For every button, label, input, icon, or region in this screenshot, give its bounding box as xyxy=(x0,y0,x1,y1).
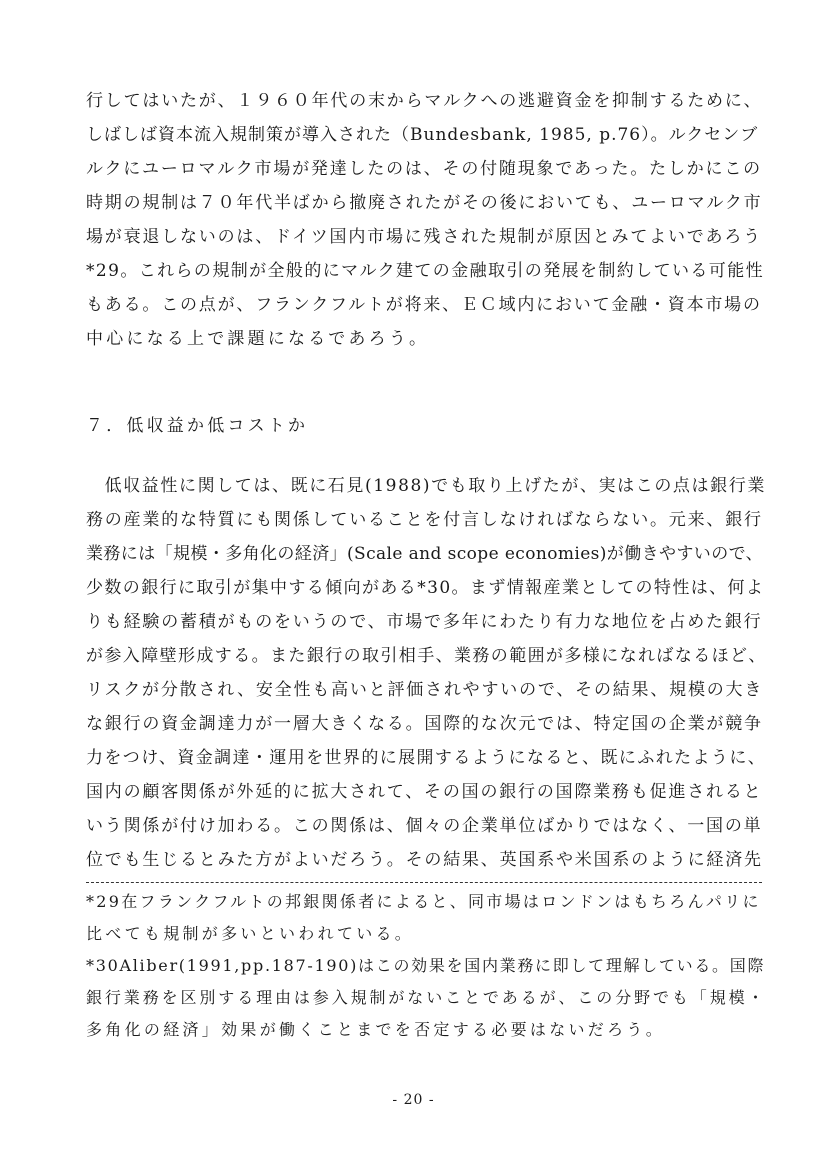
body-line: 務の産業的な特質にも関係していることを付言しなければならない。元来、銀行 xyxy=(86,510,763,530)
body-line: 業務には「規模・多角化の経済」(Scale and scope economies)が働きやすいので、 xyxy=(86,544,764,564)
section-heading: ７．低収益か低コストか xyxy=(86,416,309,436)
body-line: が参入障壁形成する。また銀行の取引相手、業務の範囲が多様になればなるほど、 xyxy=(86,646,767,666)
body-line: 場が衰退しないのは、ドイツ国内市場に残された規制が原因とみてよいであろう xyxy=(86,227,762,247)
body-line: 時期の規制は７０年代半ばから撤廃されたがその後においても、ユーロマルク市 xyxy=(86,193,763,213)
footnote-line: *29在フランクフルトの邦銀関係者によると、同市場はロンドンはもちろんパリに xyxy=(86,892,761,911)
body-line: いう関係が付け加わる。この関係は、個々の企業単位ばかりではなく、一国の単 xyxy=(86,816,763,836)
page-number: - 20 - xyxy=(392,1092,435,1108)
body-line: 中心になる上で課題になるであろう。 xyxy=(86,329,430,349)
body-line: ルクにユーロマルク市場が発達したのは、その付随現象であった。たしかにこの xyxy=(86,159,762,179)
body-line: リスクが分散され、安全性も高いと評価されやすいので、その結果、規模の大き xyxy=(86,680,764,700)
body-line: な銀行の資金調達力が一層大きくなる。国際的な次元では、特定国の企業が競争 xyxy=(86,714,763,734)
body-line: しばしば資本流入規制策が導入された（Bundesbank, 1985, p.76）。ルクセンブ xyxy=(86,125,759,145)
footnote-line: 比べても規制が多いといわれている。 xyxy=(86,924,415,943)
body-line: 行してはいたが、１９６０年代の末からマルクへの逃避資金を抑制するために、 xyxy=(86,91,763,111)
body-line: 低収益性に関しては、既に石見(1988)でも取り上げたが、実はこの点は銀行業 xyxy=(86,476,766,496)
body-line: もある。この点が、フランクフルトが将来、ＥＣ域内において金融・資本市場の xyxy=(86,295,762,315)
footnote-line: *30Aliber(1991,pp.187-190)はこの効果を国内業務に即して理解している。国際 xyxy=(86,956,766,975)
footnote-line: 銀行業務を区別する理由は参入規制がないことであるが、この分野でも「規模・ xyxy=(86,988,767,1007)
body-line: 国内の顧客関係が外延的に拡大されて、その国の銀行の国際業務も促進されると xyxy=(86,782,763,802)
body-line: 力をつけ、資金調達・運用を世界的に展開するようになると、既にふれたように、 xyxy=(86,748,767,768)
body-line: 位でも生じるとみた方がよいだろう。その結果、英国系や米国系のように経済先 xyxy=(86,850,763,870)
body-line: りも経験の蓄積がものをいうので、市場で多年にわたり有力な地位を占めた銀行 xyxy=(86,612,763,632)
footnote-line: 多角化の経済」効果が働くことまでを否定する必要はないだろう。 xyxy=(86,1020,666,1039)
body-line: *29。これらの規制が全般的にマルク建ての金融取引の発展を制約している可能性 xyxy=(86,261,764,281)
footnote-separator xyxy=(86,882,762,883)
body-line: 少数の銀行に取引が集中する傾向がある*30。まず情報産業としての特性は、何よ xyxy=(86,578,765,598)
